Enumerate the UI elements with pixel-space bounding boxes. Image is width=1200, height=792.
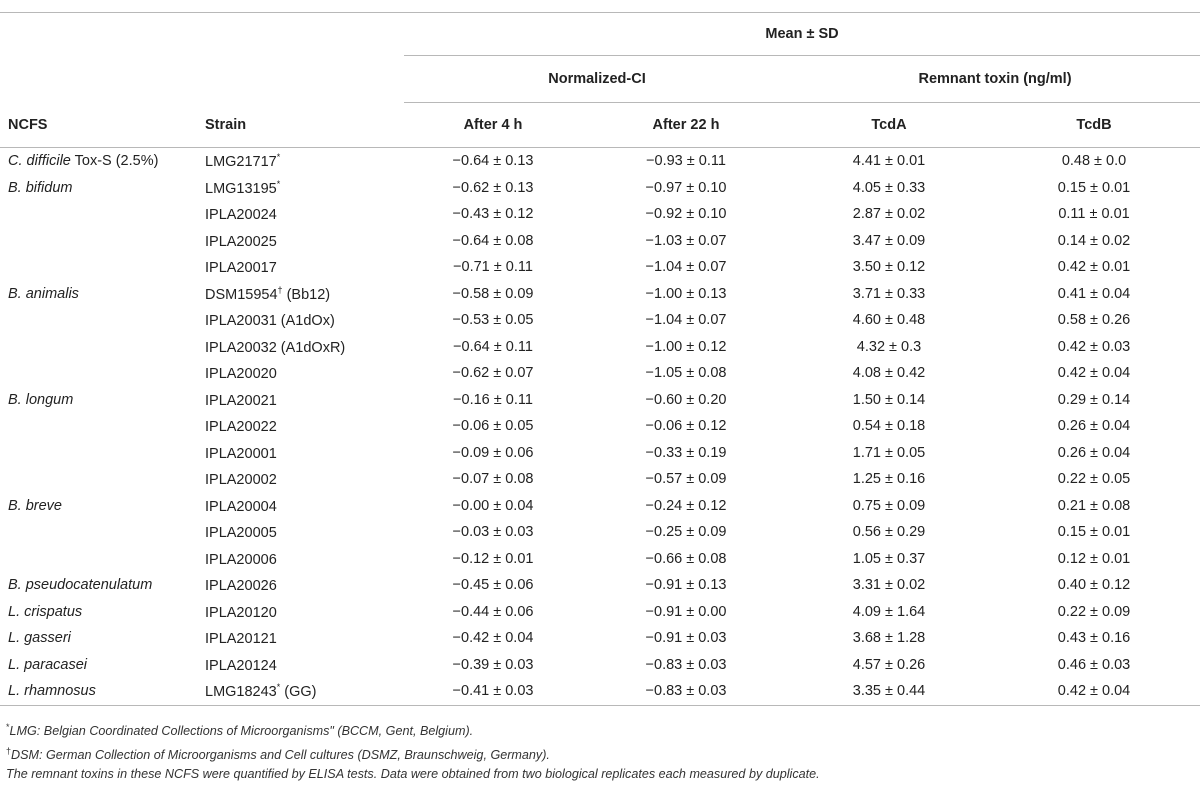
column-header-after-22h: After 22 h xyxy=(582,103,790,148)
after-22h-cell: −0.25 ± 0.09 xyxy=(645,524,727,541)
table-row xyxy=(0,254,1200,281)
after-4h-cell: −0.00 ± 0.04 xyxy=(452,497,534,514)
after-22h-cell: −0.33 ± 0.19 xyxy=(645,444,727,461)
species-name: L. rhamnosus xyxy=(8,683,96,700)
ncfs-cell xyxy=(0,440,197,467)
table-row xyxy=(0,546,1200,573)
column-header-tcdb: TcdB xyxy=(988,103,1200,148)
ncfs-cell xyxy=(0,466,197,493)
after-22h-cell: −0.06 ± 0.12 xyxy=(645,418,727,435)
tcdb-cell: 0.42 ± 0.01 xyxy=(1057,259,1131,276)
after-22h-cell: −1.04 ± 0.07 xyxy=(645,312,727,329)
strain-name: IPLA20005 xyxy=(205,525,277,542)
strain-name: IPLA20124 xyxy=(205,657,277,674)
footnote-text: LMG: Belgian Coordinated Collections of Microorganisms" (BCCM, Gent, Belgium). xyxy=(9,724,474,739)
tcdb-cell: 0.15 ± 0.01 xyxy=(1057,524,1131,541)
tcda-cell: 3.68 ± 1.28 xyxy=(852,630,926,647)
after-4h-cell: −0.64 ± 0.13 xyxy=(452,153,534,170)
footnote xyxy=(6,718,1196,742)
tcdb-cell: 0.41 ± 0.04 xyxy=(1057,285,1131,302)
column-header-strain: Strain xyxy=(197,103,404,148)
strain-cell xyxy=(197,493,404,520)
strain-cell xyxy=(197,546,404,573)
ncfs-cell xyxy=(0,493,197,520)
ncfs-cell xyxy=(0,519,197,546)
strain-name: IPLA20032 (A1dOxR) xyxy=(205,339,346,356)
strain-name: IPLA20002 xyxy=(205,472,277,489)
strain-name: LMG21717 xyxy=(205,154,277,171)
after-4h-cell: −0.09 ± 0.06 xyxy=(452,444,534,461)
after-4h-cell: −0.45 ± 0.06 xyxy=(452,577,534,594)
ncfs-cell xyxy=(0,652,197,679)
strain-name: IPLA20031 (A1dOx) xyxy=(205,313,335,330)
after-4h-cell: −0.58 ± 0.09 xyxy=(452,285,534,302)
mean-sd-header: Mean ± SD xyxy=(404,13,1200,56)
after-4h-cell: −0.16 ± 0.11 xyxy=(453,391,533,408)
strain-cell xyxy=(197,175,404,202)
strain-name: LMG18243 xyxy=(205,684,277,701)
footnote xyxy=(6,765,1196,785)
footnote-mark: * xyxy=(6,722,10,732)
table-row xyxy=(0,148,1200,175)
after-22h-cell: −0.91 ± 0.03 xyxy=(645,630,727,647)
tcda-cell: 4.32 ± 0.3 xyxy=(856,338,922,355)
column-header-after-4h: After 4 h xyxy=(404,103,582,148)
strain-cell xyxy=(197,228,404,255)
ncfs-cell xyxy=(0,148,197,175)
header-spacer xyxy=(0,13,404,56)
tcda-cell: 1.25 ± 0.16 xyxy=(852,471,926,488)
after-22h-cell: −0.93 ± 0.11 xyxy=(646,153,726,170)
tcda-cell: 4.41 ± 0.01 xyxy=(852,153,926,170)
table-header xyxy=(0,13,1200,148)
strain-cell xyxy=(197,360,404,387)
species-name: L. crispatus xyxy=(8,603,83,620)
ncfs-cell xyxy=(0,254,197,281)
after-4h-cell: −0.03 ± 0.03 xyxy=(452,524,534,541)
after-22h-cell: −0.66 ± 0.08 xyxy=(645,550,727,567)
ncfs-cell xyxy=(0,228,197,255)
after-22h-cell: −0.57 ± 0.09 xyxy=(645,471,727,488)
strain-cell xyxy=(197,599,404,626)
strain-name: IPLA20026 xyxy=(205,578,277,595)
strain-cell xyxy=(197,254,404,281)
table-row xyxy=(0,599,1200,626)
strain-cell xyxy=(197,572,404,599)
tcdb-cell: 0.40 ± 0.12 xyxy=(1057,577,1131,594)
tcdb-cell: 0.48 ± 0.0 xyxy=(1061,153,1127,170)
strain-cell xyxy=(197,281,404,308)
footnote-text: The remnant toxins in these NCFS were quantified by ELISA tests. Data were obtained from two biological replicates each measured by duplicate. xyxy=(6,767,820,782)
table-row xyxy=(0,652,1200,679)
strain-cell xyxy=(197,440,404,467)
species-name: B. longum xyxy=(8,391,74,408)
strain-cell xyxy=(197,148,404,175)
tcda-cell: 3.31 ± 0.02 xyxy=(852,577,926,594)
after-22h-cell: −0.97 ± 0.10 xyxy=(645,179,727,196)
footnote-text: DSM: German Collection of Microorganisms and Cell cultures (DSMZ, Braunschweig, Germany). xyxy=(11,747,550,762)
after-4h-cell: −0.64 ± 0.08 xyxy=(452,232,534,249)
tcdb-cell: 0.29 ± 0.14 xyxy=(1057,391,1131,408)
table-row xyxy=(0,678,1200,705)
tcda-cell: 4.05 ± 0.33 xyxy=(852,179,926,196)
ncfs-cell xyxy=(0,307,197,334)
tcda-cell: 0.54 ± 0.18 xyxy=(852,418,926,435)
ncfs-cell xyxy=(0,360,197,387)
after-4h-cell: −0.71 ± 0.11 xyxy=(453,259,533,276)
strain-mark: * xyxy=(276,152,281,163)
tcdb-cell: 0.12 ± 0.01 xyxy=(1057,550,1131,567)
tcda-cell: 4.09 ± 1.64 xyxy=(852,603,926,620)
tcdb-cell: 0.14 ± 0.02 xyxy=(1057,232,1131,249)
after-4h-cell: −0.41 ± 0.03 xyxy=(404,678,582,705)
tcdb-cell: 0.42 ± 0.03 xyxy=(1057,338,1131,355)
after-22h-cell: −1.00 ± 0.13 xyxy=(645,285,727,302)
after-22h-cell: −0.91 ± 0.00 xyxy=(645,603,727,620)
strain-suffix: (Bb12) xyxy=(282,286,331,303)
ncfs-cell xyxy=(0,334,197,361)
strain-cell xyxy=(197,334,404,361)
table-row xyxy=(0,466,1200,493)
strain-name: IPLA20025 xyxy=(205,233,277,250)
after-22h-cell: −1.05 ± 0.08 xyxy=(645,365,727,382)
strain-mark: † xyxy=(277,284,283,295)
strain-cell xyxy=(197,652,404,679)
tcda-cell: 0.75 ± 0.09 xyxy=(852,497,926,514)
after-22h-cell: −0.83 ± 0.03 xyxy=(645,656,727,673)
strain-suffix: (GG) xyxy=(280,684,317,701)
tcdb-cell: 0.26 ± 0.04 xyxy=(1057,418,1131,435)
after-22h-cell: −0.83 ± 0.03 xyxy=(582,678,790,705)
strain-cell xyxy=(197,387,404,414)
tcdb-cell: 0.11 ± 0.01 xyxy=(1058,206,1130,223)
after-22h-cell: −0.24 ± 0.12 xyxy=(645,497,727,514)
strain-name: IPLA20021 xyxy=(205,392,277,409)
strain-name: DSM15954 xyxy=(205,286,278,303)
ncfs-cell xyxy=(0,599,197,626)
after-4h-cell: −0.12 ± 0.01 xyxy=(452,550,534,567)
tcdb-cell: 0.22 ± 0.05 xyxy=(1057,471,1131,488)
species-name: B. pseudocatenulatum xyxy=(8,577,153,594)
footnote-mark: † xyxy=(6,745,12,756)
table-body xyxy=(0,148,1200,706)
strain-name: IPLA20120 xyxy=(205,604,277,621)
strain-name: LMG13195 xyxy=(205,180,277,197)
after-4h-cell: −0.53 ± 0.05 xyxy=(452,312,534,329)
tcda-cell: 0.56 ± 0.29 xyxy=(852,524,926,541)
after-4h-cell: −0.39 ± 0.03 xyxy=(452,656,534,673)
tcda-cell: 3.71 ± 0.33 xyxy=(852,285,926,302)
table-row xyxy=(0,175,1200,202)
strain-cell xyxy=(197,678,404,705)
strain-mark: * xyxy=(276,178,281,189)
ncfs-cell xyxy=(0,201,197,228)
table-row xyxy=(0,360,1200,387)
after-22h-cell: −1.04 ± 0.07 xyxy=(645,259,727,276)
table-row xyxy=(0,281,1200,308)
tcdb-cell: 0.15 ± 0.01 xyxy=(1057,179,1131,196)
ncfs-cell xyxy=(0,678,197,705)
strain-cell xyxy=(197,201,404,228)
table-row xyxy=(0,228,1200,255)
strain-name: IPLA20004 xyxy=(205,498,277,515)
tcda-cell: 4.57 ± 0.26 xyxy=(852,656,926,673)
table-row xyxy=(0,493,1200,520)
tcda-cell: 4.60 ± 0.48 xyxy=(852,312,926,329)
table-row xyxy=(0,201,1200,228)
species-suffix: Tox-S (2.5%) xyxy=(70,153,159,170)
after-22h-cell: −1.00 ± 0.12 xyxy=(645,338,727,355)
column-header-ncfs: NCFS xyxy=(0,103,197,148)
strain-cell xyxy=(197,625,404,652)
after-22h-cell: −0.60 ± 0.20 xyxy=(645,391,727,408)
ncfs-cell xyxy=(0,625,197,652)
strain-name: IPLA20006 xyxy=(205,551,277,568)
after-4h-cell: −0.07 ± 0.08 xyxy=(452,471,534,488)
species-name: L. gasseri xyxy=(8,630,71,647)
table-footnotes xyxy=(6,718,1196,785)
strain-mark: * xyxy=(276,682,281,693)
tcdb-cell: 0.46 ± 0.03 xyxy=(1057,656,1131,673)
tcda-cell: 3.50 ± 0.12 xyxy=(852,259,926,276)
tcdb-cell: 0.22 ± 0.09 xyxy=(1057,603,1131,620)
after-22h-cell: −1.03 ± 0.07 xyxy=(645,232,727,249)
table-row xyxy=(0,334,1200,361)
tcdb-cell: 0.26 ± 0.04 xyxy=(1057,444,1131,461)
strain-name: IPLA20024 xyxy=(205,207,277,224)
header-spacer-2 xyxy=(0,56,404,103)
tcda-cell: 1.05 ± 0.37 xyxy=(852,550,926,567)
after-4h-cell: −0.62 ± 0.07 xyxy=(452,365,534,382)
footnote xyxy=(6,742,1196,766)
column-header-tcda: TcdA xyxy=(790,103,988,148)
after-4h-cell: −0.06 ± 0.05 xyxy=(452,418,534,435)
species-name: C. difficile xyxy=(8,153,71,170)
after-4h-cell: −0.43 ± 0.12 xyxy=(452,206,534,223)
normalized-ci-header: Normalized-CI xyxy=(404,56,790,103)
tcda-cell: 3.47 ± 0.09 xyxy=(852,232,926,249)
species-name: B. animalis xyxy=(8,285,79,302)
species-name: L. paracasei xyxy=(8,656,87,673)
ncfs-cell xyxy=(0,546,197,573)
table-row xyxy=(0,440,1200,467)
ncfs-cell xyxy=(0,175,197,202)
after-22h-cell: −0.91 ± 0.13 xyxy=(645,577,727,594)
strain-name: IPLA20020 xyxy=(205,366,277,383)
remnant-toxin-header: Remnant toxin (ng/ml) xyxy=(790,56,1200,103)
after-4h-cell: −0.62 ± 0.13 xyxy=(452,179,534,196)
strain-name: IPLA20017 xyxy=(205,260,277,277)
ncfs-cell xyxy=(0,281,197,308)
table-row xyxy=(0,625,1200,652)
species-name: B. breve xyxy=(8,497,62,514)
results-table xyxy=(0,12,1200,706)
tcdb-cell: 0.43 ± 0.16 xyxy=(1057,630,1131,647)
table-row xyxy=(0,387,1200,414)
strain-cell xyxy=(197,519,404,546)
after-4h-cell: −0.44 ± 0.06 xyxy=(452,603,534,620)
table-row xyxy=(0,572,1200,599)
tcdb-cell: 0.42 ± 0.04 xyxy=(988,678,1200,705)
tcda-cell: 1.71 ± 0.05 xyxy=(852,444,926,461)
tcdb-cell: 0.42 ± 0.04 xyxy=(1057,365,1131,382)
after-4h-cell: −0.42 ± 0.04 xyxy=(452,630,534,647)
table-row xyxy=(0,307,1200,334)
ncfs-cell xyxy=(0,387,197,414)
strain-name: IPLA20022 xyxy=(205,419,277,436)
strain-cell xyxy=(197,307,404,334)
table-row xyxy=(0,519,1200,546)
tcdb-cell: 0.58 ± 0.26 xyxy=(1057,312,1131,329)
tcda-cell: 1.50 ± 0.14 xyxy=(852,391,926,408)
after-4h-cell: −0.64 ± 0.11 xyxy=(453,338,533,355)
tcda-cell: 2.87 ± 0.02 xyxy=(852,206,926,223)
ncfs-cell xyxy=(0,413,197,440)
ncfs-cell xyxy=(0,572,197,599)
strain-cell xyxy=(197,466,404,493)
species-name: B. bifidum xyxy=(8,179,73,196)
table-row xyxy=(0,413,1200,440)
strain-cell xyxy=(197,413,404,440)
after-22h-cell: −0.92 ± 0.10 xyxy=(645,206,727,223)
strain-name: IPLA20001 xyxy=(205,445,277,462)
tcda-cell: 3.35 ± 0.44 xyxy=(790,678,988,705)
tcda-cell: 4.08 ± 0.42 xyxy=(852,365,926,382)
strain-name: IPLA20121 xyxy=(205,631,277,648)
tcdb-cell: 0.21 ± 0.08 xyxy=(1057,497,1131,514)
